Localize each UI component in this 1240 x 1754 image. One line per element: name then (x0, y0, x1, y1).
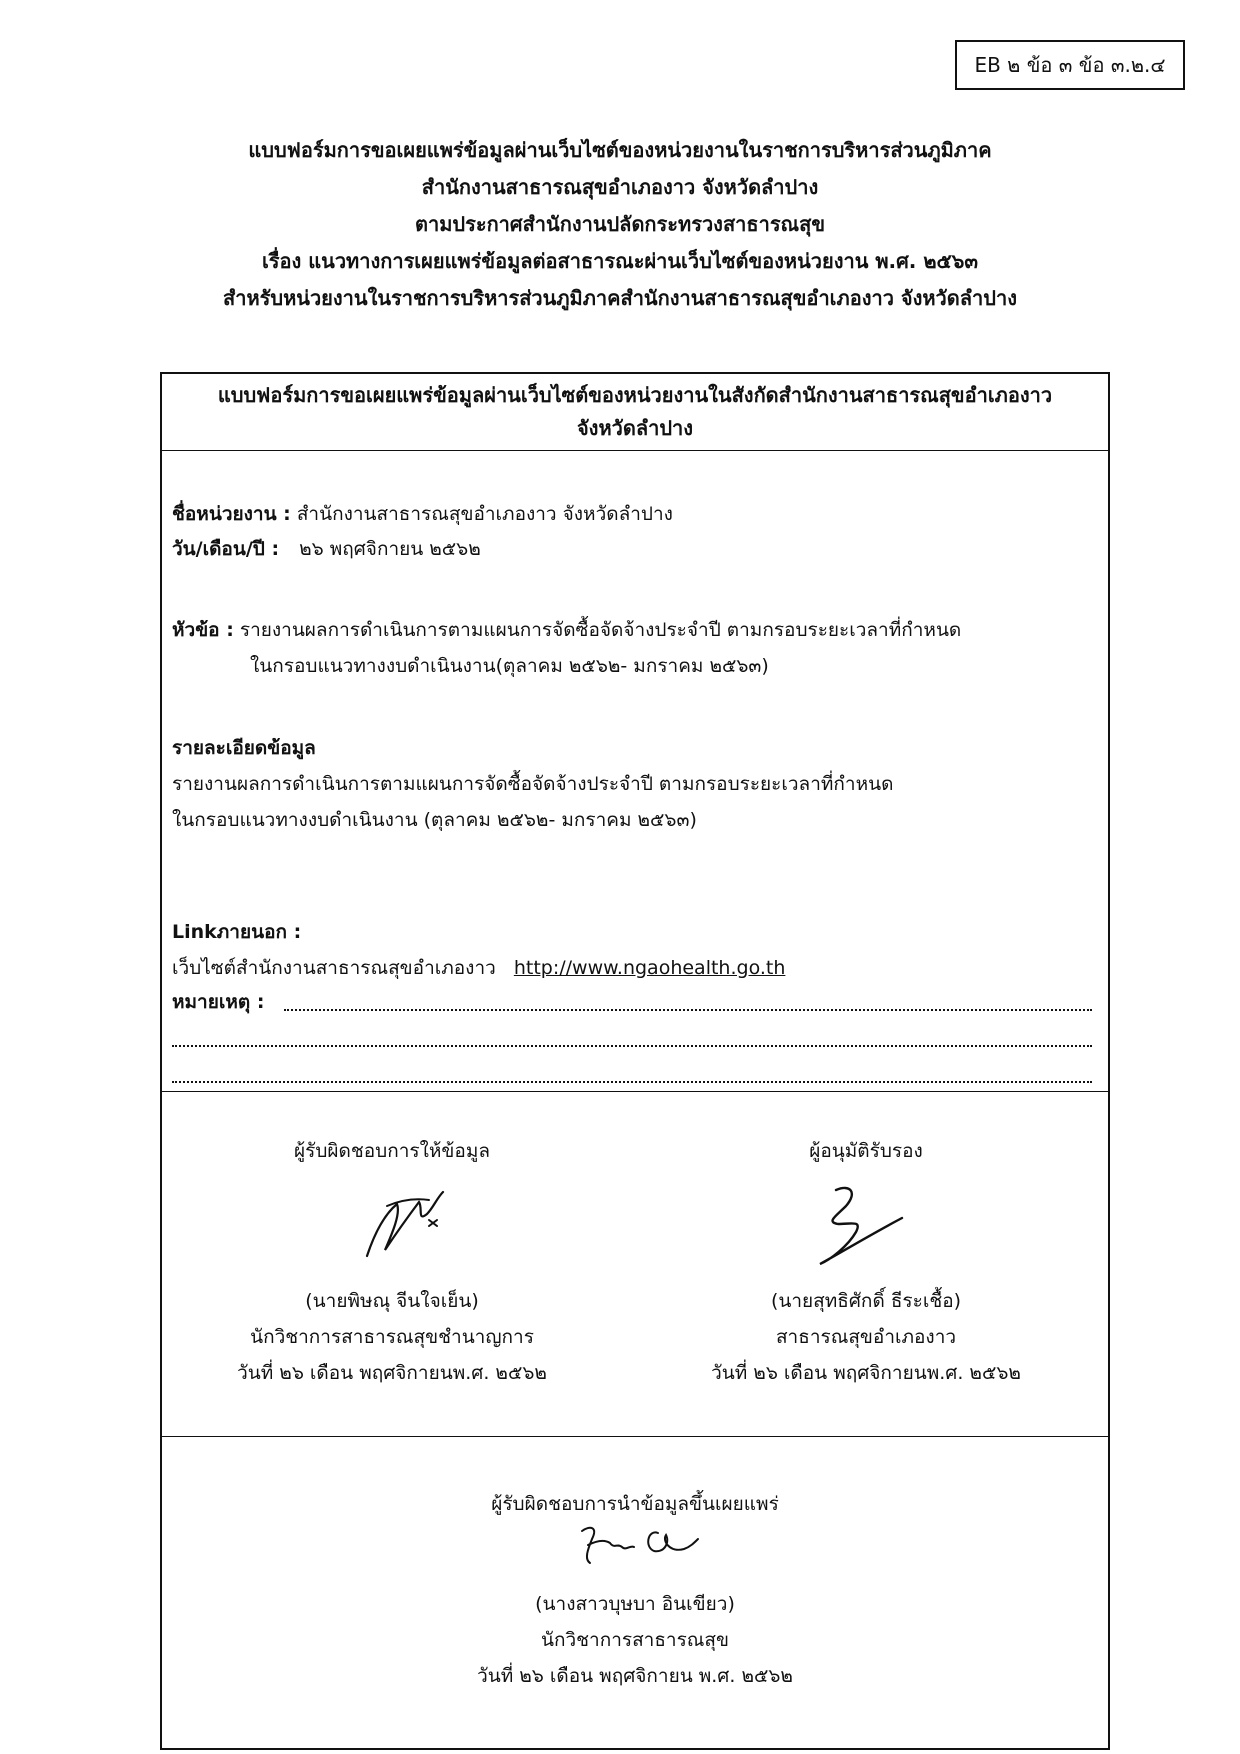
link-row (172, 953, 785, 983)
note-dotted-line (172, 1079, 1092, 1083)
handwritten-signature (806, 1180, 916, 1270)
topic-row (172, 615, 961, 645)
header-line: สำหรับหน่วยงานในราชการบริหารส่วนภูมิภาคสำนักงานสาธารณสุขอำเภองาว จังหวัดลำปาง (223, 286, 1017, 310)
detail-line-2: ในกรอบแนวทางงบดำเนินงาน (ตุลาคม ๒๕๖๒- มกราคม ๒๕๖๓) (172, 809, 697, 831)
signer-date: วันที่ ๒๖ เดือน พฤศจิกายนพ.ศ. ๒๕๖๒ (237, 1362, 547, 1384)
topic-line-1: รายงานผลการดำเนินการตามแผนการจัดซื้อจัดจ้างประจำปี ตามกรอบระยะเวลาที่กำหนด (239, 619, 962, 641)
info-section (162, 451, 1108, 1092)
form-title (162, 374, 1108, 451)
topic-label: หัวข้อ : (172, 619, 234, 641)
detail-line-1: รายงานผลการดำเนินการตามแผนการจัดซื้อจัดจ้างประจำปี ตามกรอบระยะเวลาที่กำหนด (172, 773, 894, 795)
link-prefix: เว็บไซต์สำนักงานสาธารณสุขอำเภองาว (172, 957, 496, 979)
signer-role: ผู้รับผิดชอบการให้ข้อมูล (294, 1140, 490, 1162)
agency-row (172, 499, 673, 529)
publisher-section (162, 1437, 1108, 1753)
note-label: หมายเหตุ : (172, 991, 265, 1013)
signer-name: (นายพิษณุ จีนใจเย็น) (305, 1290, 479, 1312)
request-form (160, 372, 1110, 1750)
publisher-position: นักวิชาการสาธารณสุข (540, 1629, 730, 1651)
handwritten-signature (574, 1519, 704, 1571)
signature-section (162, 1092, 1108, 1437)
signer-position: นักวิชาการสาธารณสุขชำนาญการ (250, 1326, 534, 1348)
header-line: ตามประกาศสำนักงานปลัดกระทรวงสาธารณสุข (414, 212, 825, 236)
publisher-name: (นางสาวบุษบา อินเขียว) (535, 1593, 735, 1615)
date-row (172, 534, 481, 564)
approver-role: ผู้อนุมัติรับรอง (809, 1140, 923, 1162)
document-header (100, 132, 1140, 317)
topic-line-2: ในกรอบแนวทางงบดำเนินงาน(ตุลาคม ๒๕๖๒- มกราคม ๒๕๖๓) (250, 655, 769, 677)
date-label: วัน/เดือน/ปี : (172, 538, 280, 560)
header-line: เรื่อง แนวทางการเผยแพร่ข้อมูลต่อสาธารณะผ่านเว็บไซต์ของหน่วยงาน พ.ศ. ๒๕๖๓ (261, 249, 979, 273)
approver-position: สาธารณสุขอำเภองาว (775, 1326, 957, 1348)
approver-date: วันที่ ๒๖ เดือน พฤศจิกายนพ.ศ. ๒๕๖๒ (711, 1362, 1021, 1384)
agency-label: ชื่อหน่วยงาน : (172, 503, 291, 525)
note-dotted-line (284, 1007, 1092, 1011)
detail-label: รายละเอียดข้อมูล (172, 737, 316, 759)
publisher-role: ผู้รับผิดชอบการนำข้อมูลขึ้นเผยแพร่ (491, 1493, 779, 1515)
approver-name: (นายสุทธิศักดิ์ ธีระเชื้อ) (770, 1290, 962, 1312)
date-value: ๒๖ พฤศจิกายน ๒๕๖๒ (299, 538, 481, 560)
publisher-date: วันที่ ๒๖ เดือน พฤศจิกายน พ.ศ. ๒๕๖๒ (477, 1665, 793, 1687)
form-title-line: จังหวัดลำปาง (576, 416, 694, 440)
link-label: Linkภายนอก : (172, 921, 302, 943)
website-link[interactable]: http://www.ngaohealth.go.th (513, 957, 786, 979)
handwritten-signature (357, 1184, 457, 1264)
form-title-line: แบบฟอร์มการขอเผยแพร่ข้อมูลผ่านเว็บไซต์ของหน่วยงานในสังกัดสำนักงานสาธารณสุขอำเภองาว (217, 383, 1053, 407)
agency-value: สำนักงานสาธารณสุขอำเภองาว จังหวัดลำปาง (296, 503, 673, 525)
reference-code: EB ๒ ข้อ ๓ ข้อ ๓.๒.๔ (955, 40, 1185, 90)
header-line: สำนักงานสาธารณสุขอำเภองาว จังหวัดลำปาง (421, 175, 819, 199)
note-dotted-line (172, 1043, 1092, 1047)
header-line: แบบฟอร์มการขอเผยแพร่ข้อมูลผ่านเว็บไซต์ของหน่วยงานในราชการบริหารส่วนภูมิภาค (248, 138, 992, 162)
